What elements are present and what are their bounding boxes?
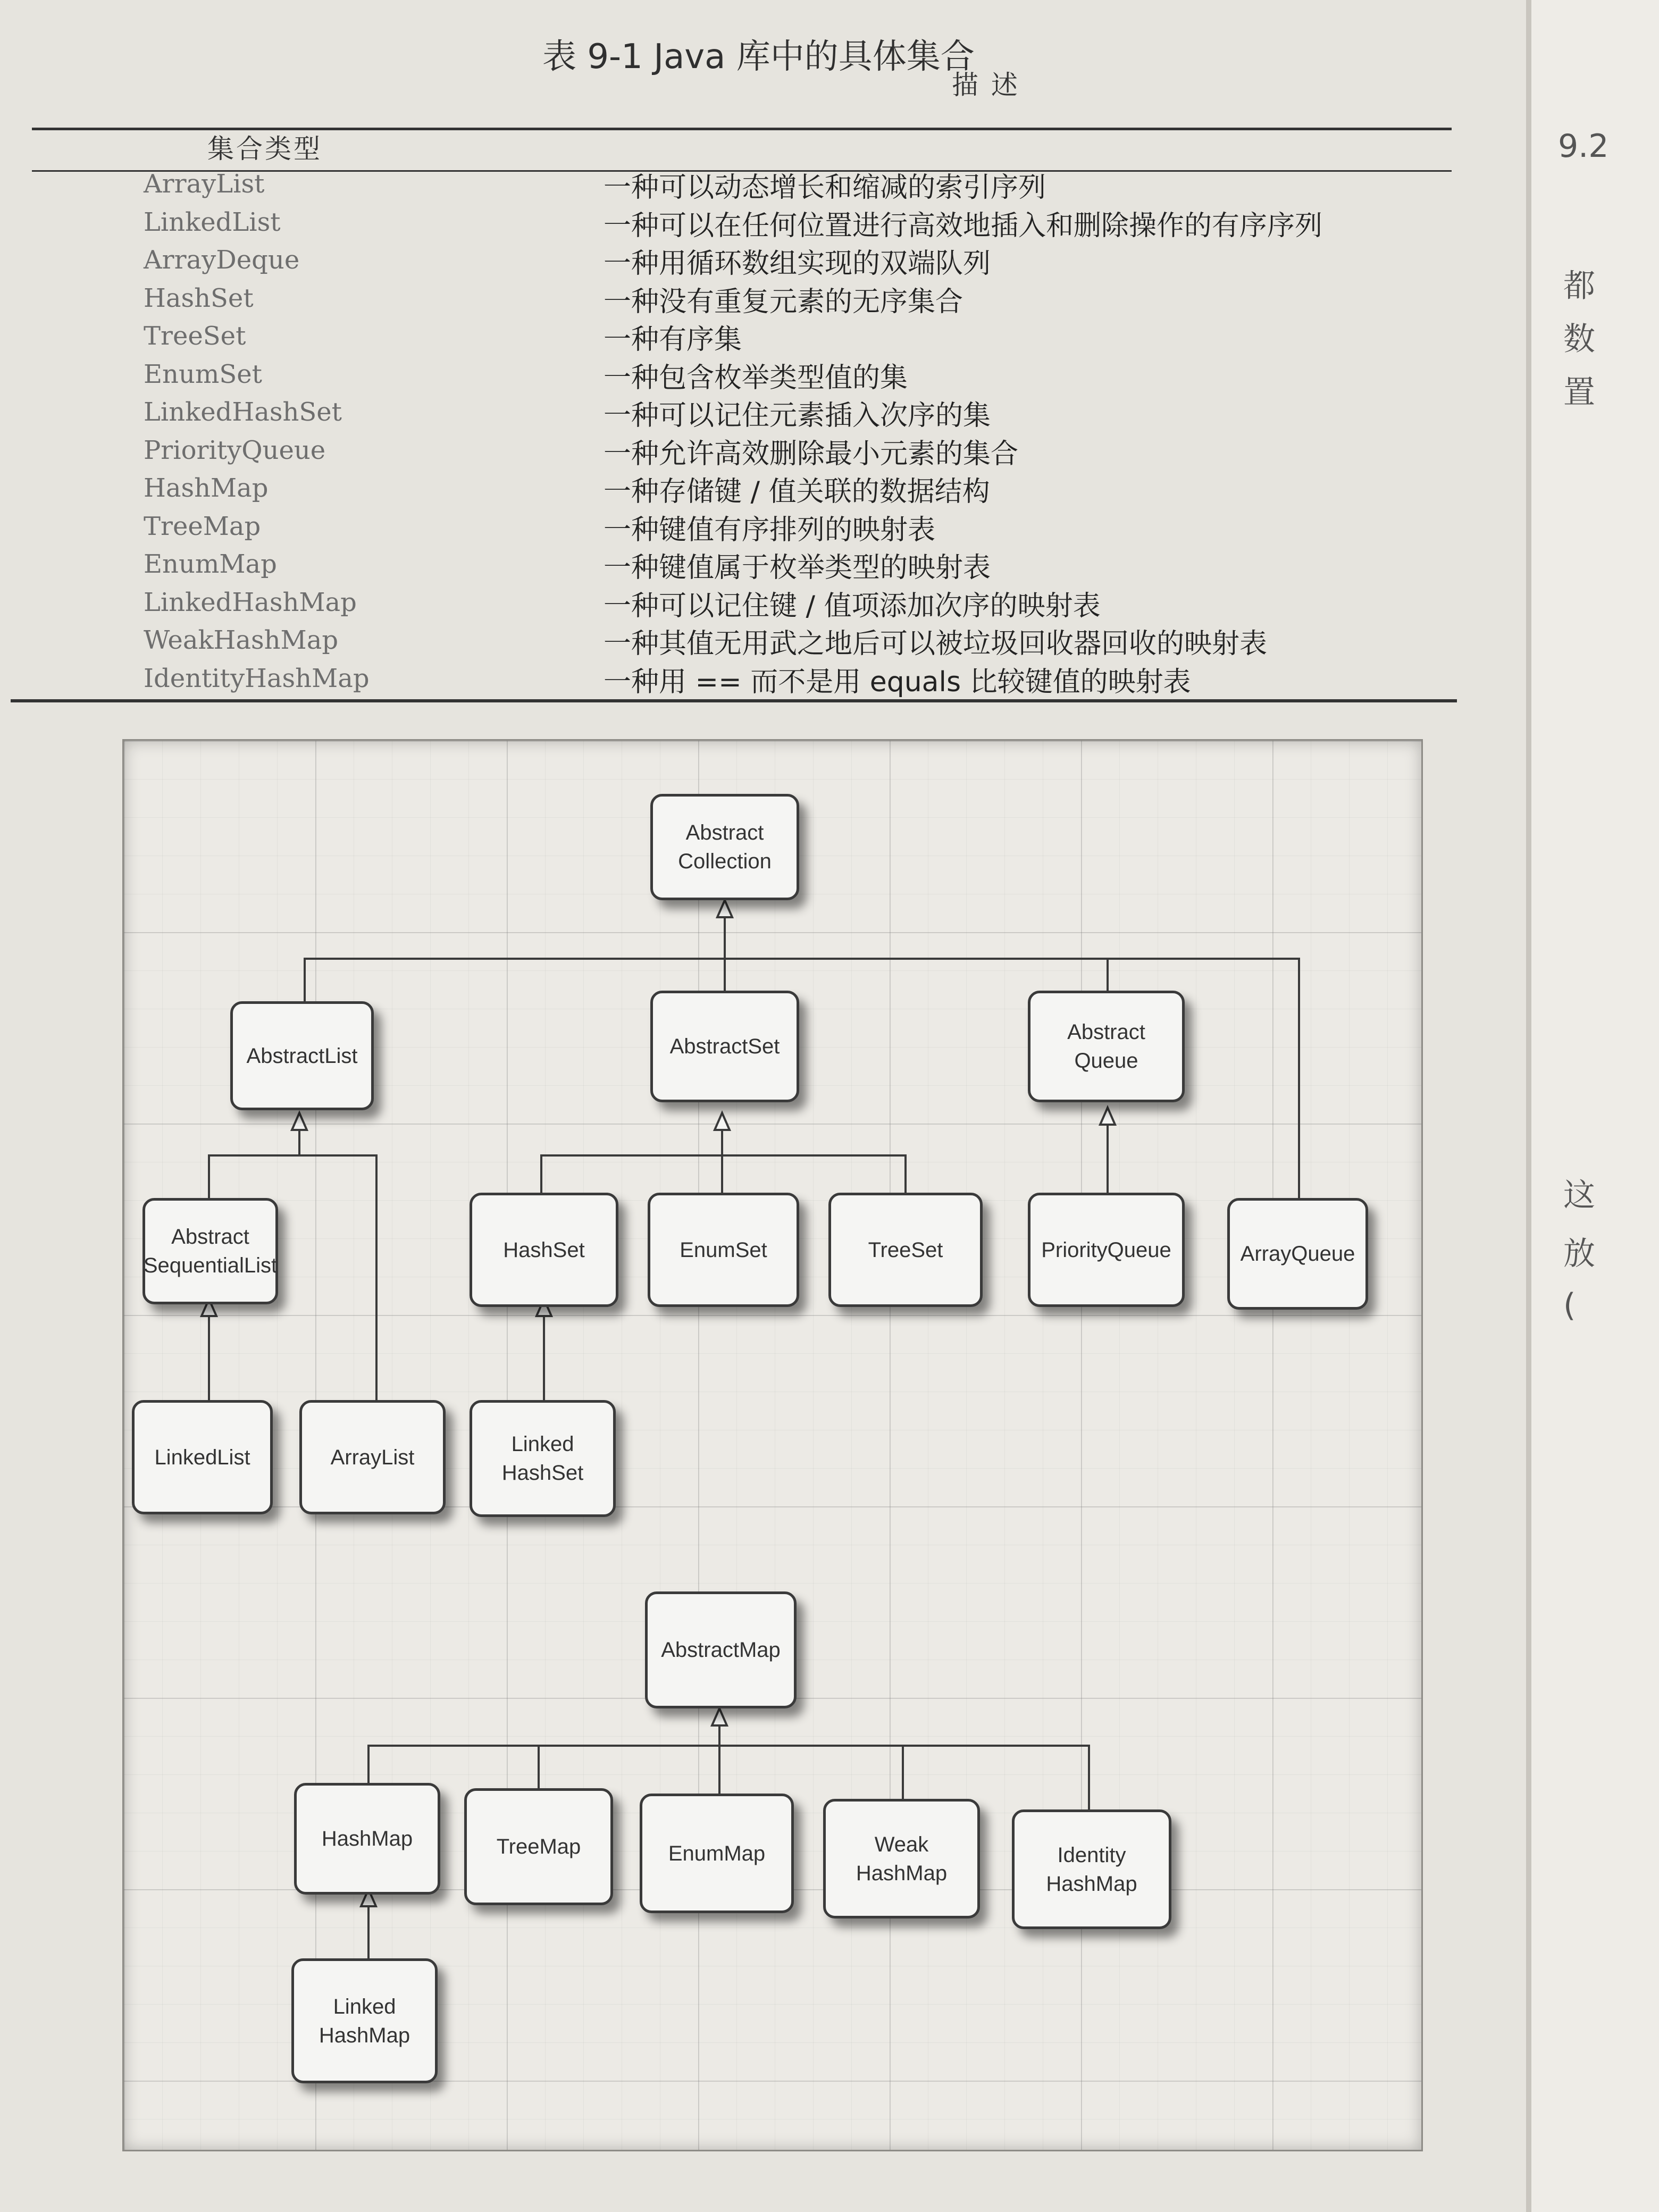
priority-queue-node: PriorityQueue [1028,1193,1185,1307]
facing-char: 这 [1563,1177,1595,1214]
facing-char: 都 [1563,267,1595,305]
table-row-type: LinkedList [144,207,281,237]
tree-map-node: TreeMap [464,1788,613,1905]
table-row-type: HashSet [144,283,254,313]
table-row-type: HashMap [144,473,269,503]
facing-char: 放 [1563,1235,1595,1272]
col-type-header: 集合类型 [207,133,322,164]
table-row-type: IdentityHashMap [144,663,370,693]
table-row-type: LinkedHashMap [144,587,357,617]
facing-char: 置 [1563,374,1595,411]
table-row-desc: 一种有序集 [604,324,742,356]
abstract-list-node: AbstractList [230,1001,374,1110]
enum-set-node: EnumSet [648,1193,799,1307]
col-desc-header: 描 述 [952,70,1020,100]
abstract-collection-node: Abstract Collection [650,794,799,900]
table-row-desc: 一种可以动态增长和缩减的索引序列 [604,172,1046,204]
table-bottom-rule [11,699,1457,702]
table-row-type: WeakHashMap [144,625,339,655]
identity-hash-map-node: Identity HashMap [1012,1809,1171,1929]
table-row-type: EnumSet [144,359,262,389]
facing-char: 数 [1563,321,1595,358]
array-list-node: ArrayList [299,1400,446,1514]
table-row-type: TreeSet [144,321,246,351]
table-row-desc: 一种用循环数组实现的双端队列 [604,248,991,280]
abstract-set-node: AbstractSet [650,991,799,1102]
table-row-desc: 一种可以记住元素插入次序的集 [604,400,991,432]
table-row-desc: 一种没有重复元素的无序集合 [604,286,963,318]
enum-map-node: EnumMap [640,1794,794,1913]
facing-char: ( [1563,1287,1576,1324]
table-row-desc: 一种允许高效删除最小元素的集合 [604,438,1019,470]
table-row-desc: 一种可以记住键 / 值项添加次序的映射表 [604,590,1101,622]
table-row-type: EnumMap [144,549,277,579]
hash-map-node: HashMap [294,1783,440,1895]
linked-hash-map-node: Linked HashMap [291,1958,438,2083]
table-row-desc: 一种其值无用武之地后可以被垃圾回收器回收的映射表 [604,628,1268,660]
abstract-map-node: AbstractMap [645,1591,797,1708]
tree-set-node: TreeSet [828,1193,983,1307]
linked-hash-set-node: Linked HashSet [470,1400,616,1517]
abstract-queue-node: Abstract Queue [1028,991,1185,1102]
table-row-desc: 一种包含枚举类型值的集 [604,362,908,394]
table-row-type: ArrayDeque [144,245,300,275]
table-row-desc: 一种用 == 而不是用 equals 比较键值的映射表 [604,666,1191,698]
facing-page-edge [1526,0,1659,2212]
table-row-desc: 一种存储键 / 值关联的数据结构 [604,476,990,508]
facing-heading: 9.2 [1558,128,1609,165]
linked-list-node: LinkedList [132,1400,273,1514]
array-queue-node: ArrayQueue [1227,1198,1368,1310]
weak-hash-map-node: Weak HashMap [823,1799,980,1918]
table-row-desc: 一种键值有序排列的映射表 [604,514,936,546]
table-title: 表 9-1 Java 库中的具体集合 [542,37,975,77]
hash-set-node: HashSet [470,1193,618,1307]
table-row-type: PriorityQueue [144,435,326,465]
table-row-desc: 一种可以在任何位置进行高效地插入和删除操作的有序序列 [604,210,1323,242]
table-row-desc: 一种键值属于枚举类型的映射表 [604,552,991,584]
abstract-sequential-list-node: Abstract SequentialList [143,1198,278,1304]
table-row-type: TreeMap [144,511,261,541]
table-row-type: ArrayList [144,169,265,199]
table-row-type: LinkedHashSet [144,397,342,427]
class-diagram [122,739,1423,2151]
